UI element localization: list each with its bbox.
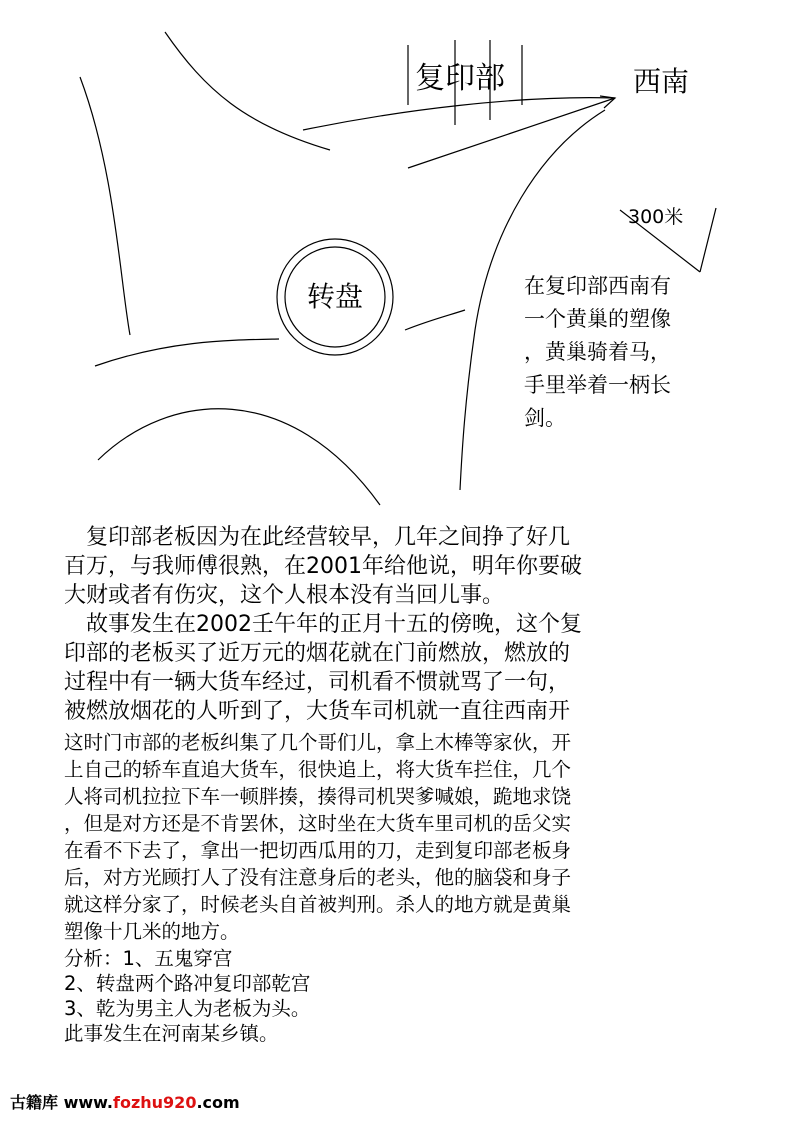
body-line: 过程中有一辆大货车经过，司机看不惯就骂了一句，	[64, 670, 571, 695]
distance-line-1	[700, 208, 716, 272]
body-line: 在看不下去了，拿出一把切西瓜用的刀，走到复印部老板身	[64, 839, 572, 862]
footer-url-highlight: fozhu920	[113, 1093, 197, 1112]
body-line: 就这样分家了，时候老头自首被判刑。杀人的地方就是黄巢	[64, 893, 572, 916]
side-note	[524, 270, 671, 435]
body-line: 后，对方光顾打人了没有注意身后的老头，他的脑袋和身子	[64, 866, 572, 889]
body-line: 百万，与我师傅很熟，在2001年给他说，明年你要破	[64, 554, 582, 579]
direction-arrow-line	[408, 98, 615, 168]
body-line: 上自己的轿车直追大货车，很快追上，将大货车拦住，几个	[64, 758, 572, 781]
body-line: 3、乾为男主人为老板为头。	[64, 997, 311, 1020]
side-note-line: 一个黄巢的塑像	[524, 307, 671, 331]
footer-url-suffix: .com	[196, 1093, 240, 1112]
body-line: 被燃放烟花的人听到了，大货车司机就一直往西南开	[64, 699, 571, 724]
road-edge-lower-left	[98, 409, 380, 505]
road-edge-left	[80, 77, 130, 335]
road-edge-top-left	[165, 32, 330, 150]
side-note-line: 剑。	[524, 406, 566, 430]
footer-site-name: 古籍库	[10, 1093, 59, 1112]
direction-label: 西南	[633, 65, 690, 98]
body-line: 大财或者有伤灾，这个人根本没有当回儿事。	[64, 583, 505, 608]
body-line: 人将司机拉拉下车一顿胖揍，揍得司机哭爹喊娘，跪地求饶	[64, 785, 572, 808]
body-line: 2、转盘两个路冲复印部乾宫	[64, 972, 311, 995]
body-line: 故事发生在2002壬午年的正月十五的傍晚，这个复	[64, 612, 582, 637]
body-line: 复印部老板因为在此经营较早，几年之间挣了好几	[64, 525, 571, 550]
copy-shop-label: 复印部	[415, 61, 505, 96]
body-line: 塑像十几米的地方。	[64, 920, 240, 943]
road-edge-middle-left	[95, 339, 279, 366]
body-line: 分析：1、五鬼穿宫	[64, 947, 233, 970]
roundabout-diagram	[0, 0, 793, 520]
road-edge-middle-right	[405, 310, 465, 330]
body-line: 印部的老板买了近万元的烟花就在门前燃放，燃放的	[64, 641, 571, 666]
footer-url-prefix: www.	[63, 1093, 113, 1112]
footer-watermark	[10, 1090, 240, 1113]
side-note-line: 手里举着一柄长	[524, 373, 671, 397]
distance-label: 300米	[628, 206, 684, 228]
side-note-line: ，黄巢骑着马，	[524, 340, 671, 364]
roundabout-label: 转盘	[307, 280, 364, 313]
body-line: 这时门市部的老板纠集了几个哥们儿，拿上木棒等家伙，开	[64, 731, 572, 754]
body-line: 此事发生在河南某乡镇。	[64, 1022, 279, 1045]
body-line: ，但是对方还是不肯罢休，这时坐在大货车里司机的岳父实	[64, 812, 572, 835]
side-note-line: 在复印部西南有	[524, 274, 671, 298]
